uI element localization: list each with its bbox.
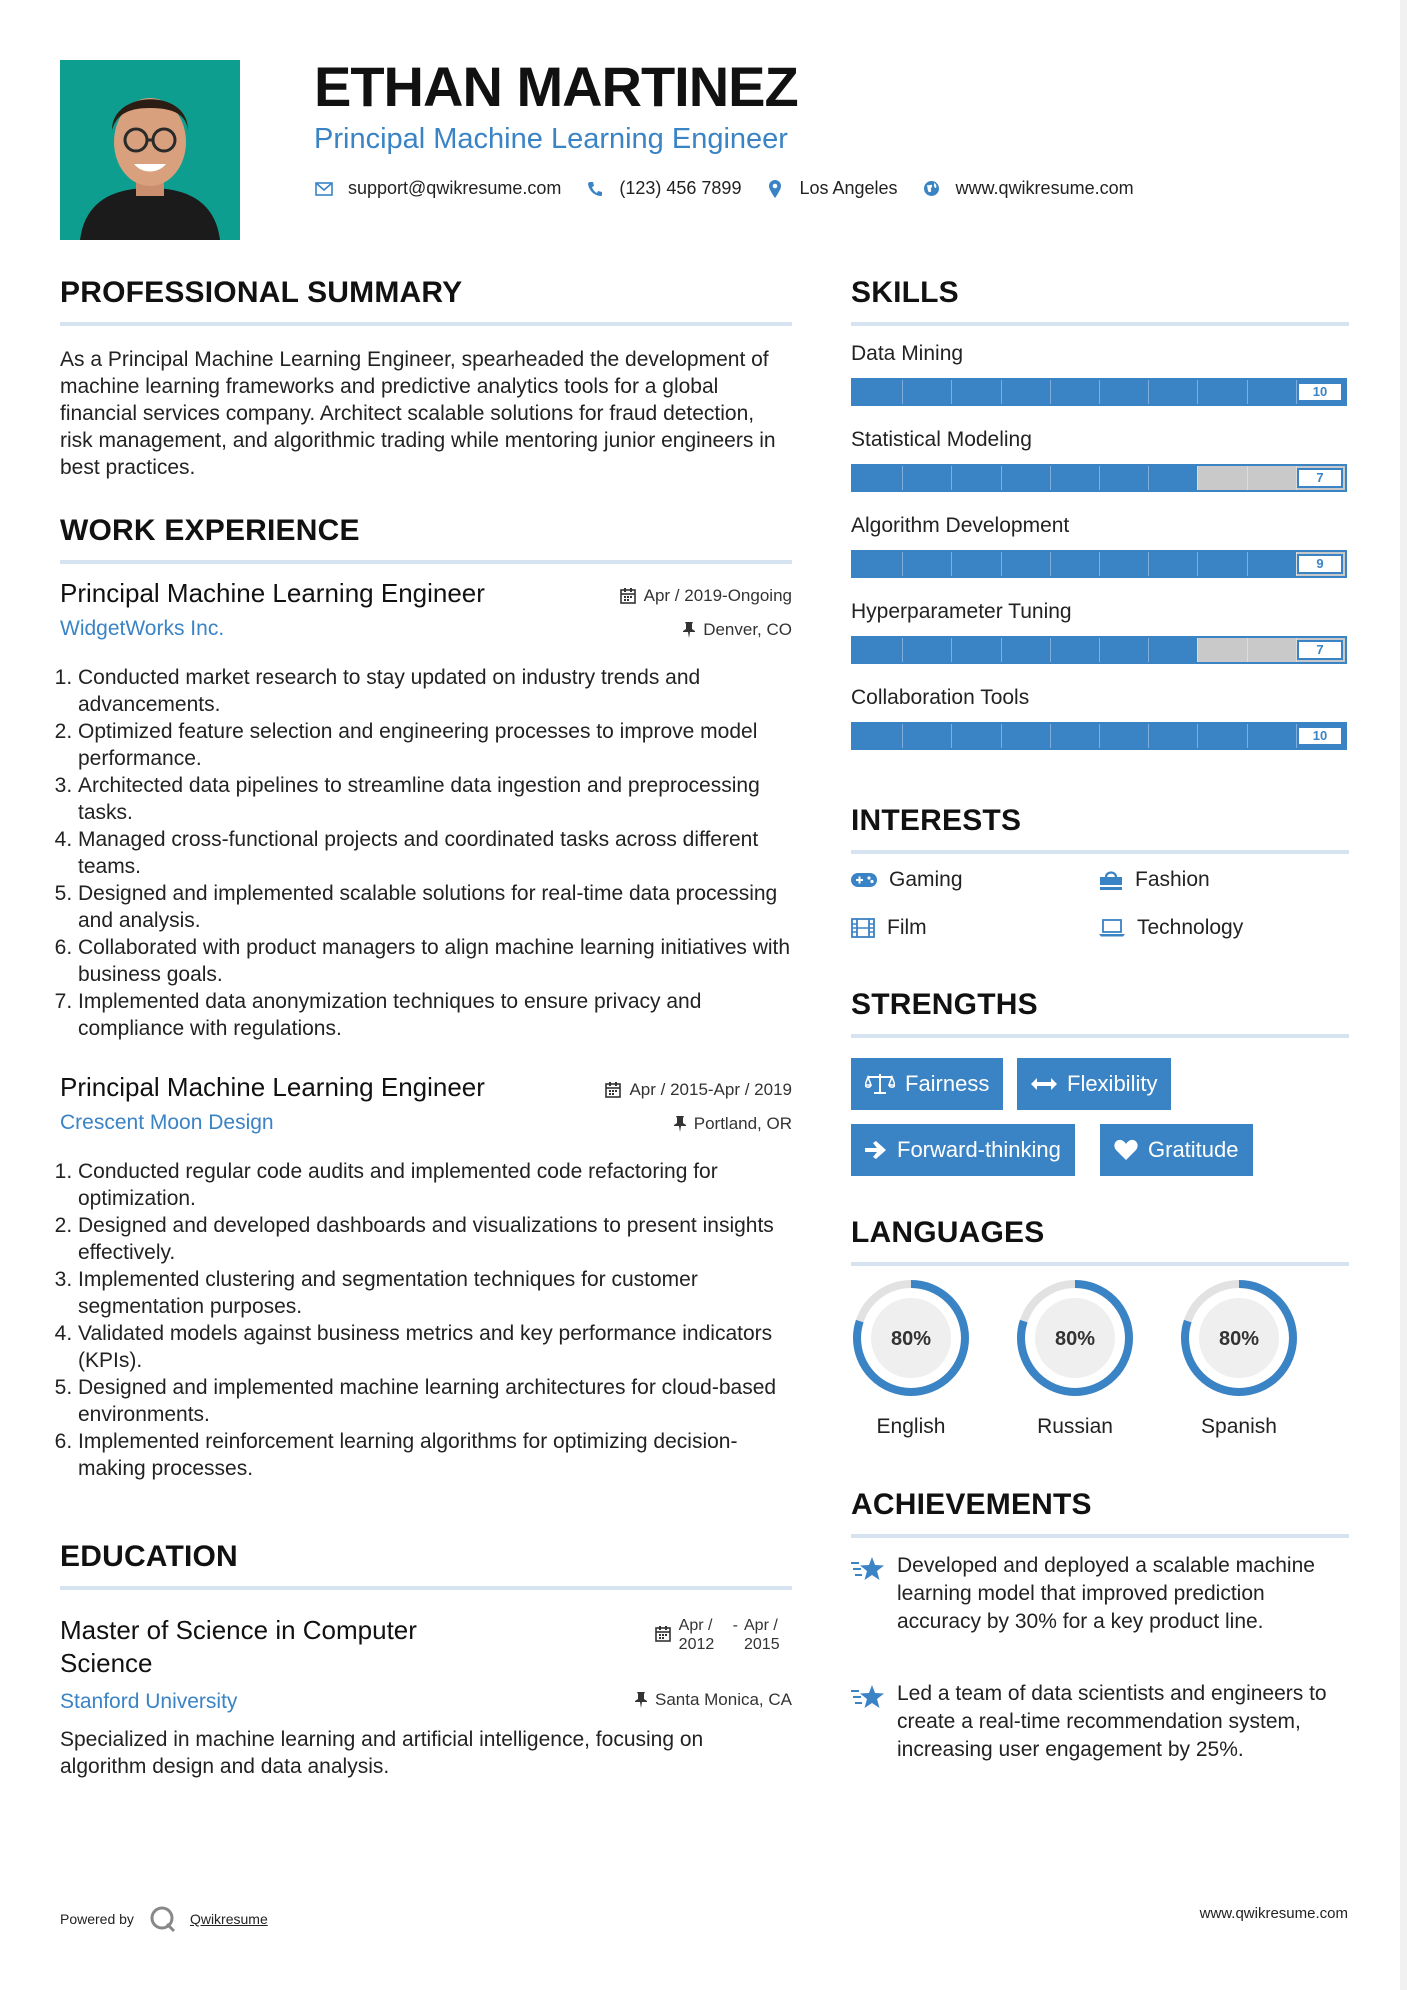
achievement-item — [851, 1552, 1347, 1636]
skill-bar-segment — [902, 552, 903, 576]
shooting-star-icon — [851, 1554, 885, 1584]
language-name: Russian — [1037, 1415, 1113, 1438]
skill-bar-segment — [1247, 724, 1248, 748]
skill-bar-segment — [1001, 724, 1002, 748]
shooting-star-icon — [851, 1682, 885, 1712]
language-item — [851, 1278, 971, 1439]
skill-item — [851, 600, 1349, 686]
task-list — [60, 1158, 792, 1482]
interests-section — [851, 804, 1349, 954]
shopping-bag-icon — [1099, 869, 1123, 891]
gamepad-icon — [851, 872, 877, 888]
skill-level-badge: 10 — [1297, 726, 1343, 746]
phone-icon — [585, 179, 605, 199]
summary-section — [60, 276, 792, 481]
balance-scale-icon — [865, 1073, 895, 1095]
section-divider — [851, 1534, 1349, 1538]
contact-bar — [314, 178, 1158, 199]
skill-bar-segment — [902, 724, 903, 748]
job-dates-text: Apr / 2015-Apr / 2019 — [629, 1080, 792, 1099]
skill-level-badge: 9 — [1297, 554, 1343, 574]
degree-title: Master of Science in Computer Science — [60, 1615, 417, 1678]
calendar-icon — [605, 1082, 621, 1098]
job-dates-text: Apr / 2019-Ongoing — [643, 586, 792, 605]
strength-label: Flexibility — [1067, 1071, 1158, 1096]
skill-bar-fill — [853, 638, 1197, 662]
job-location — [683, 620, 792, 640]
section-divider — [60, 1586, 792, 1590]
skill-item — [851, 342, 1349, 428]
skill-bar-segment — [902, 638, 903, 662]
skill-bar-segment — [1197, 552, 1198, 576]
website-link[interactable]: www.qwikresume.com — [955, 178, 1134, 198]
company-name: Crescent Moon Design — [60, 1111, 274, 1134]
education-location — [635, 1690, 792, 1710]
section-heading: ACHIEVEMENTS — [851, 1488, 1092, 1521]
section-heading: LANGUAGES — [851, 1216, 1045, 1249]
skill-bar-segment — [1197, 724, 1198, 748]
section-heading: SKILLS — [851, 276, 959, 309]
skill-label: Statistical Modeling — [851, 428, 1032, 451]
section-divider — [851, 322, 1349, 326]
list-item: 3. Implemented clustering and segmentation techniques for customer segmentation purposes. — [78, 1266, 792, 1320]
skill-bar-segment — [1099, 724, 1100, 748]
skill-label: Collaboration Tools — [851, 686, 1030, 709]
education-description: Specialized in machine learning and artificial intelligence, focusing on algorithm design and data analysis. — [60, 1728, 704, 1778]
section-heading: PROFESSIONAL SUMMARY — [60, 276, 463, 309]
skill-bar-fill — [853, 552, 1296, 576]
language-ring — [851, 1278, 971, 1398]
skill-bar-segment — [1050, 552, 1051, 576]
list-item: 7. Implemented data anonymization techniques to ensure privacy and compliance with regulations. — [78, 988, 792, 1042]
envelope-icon — [314, 179, 334, 199]
skill-bar-segment — [1148, 466, 1149, 490]
location-text: Los Angeles — [799, 178, 898, 198]
qwikresume-logo-icon — [148, 1904, 178, 1934]
skill-bar-segment — [1001, 638, 1002, 662]
skills-list — [851, 342, 1349, 772]
skill-bar-segment — [1197, 638, 1198, 662]
skill-bar-segment — [1001, 552, 1002, 576]
list-item: 5. Designed and implemented machine learning architectures for cloud-based environments. — [78, 1374, 792, 1428]
pushpin-icon — [683, 622, 695, 638]
arrows-horizontal-icon — [1031, 1077, 1057, 1091]
job-dates — [605, 1080, 792, 1100]
skill-bar-segment — [1247, 466, 1248, 490]
job-entry — [60, 1072, 792, 1482]
calendar-icon — [620, 588, 636, 604]
skill-item — [851, 514, 1349, 600]
achievements-section — [851, 1488, 1349, 1808]
skill-level-badge: 10 — [1297, 382, 1343, 402]
skill-bar-segment — [951, 638, 952, 662]
section-divider — [851, 1262, 1349, 1266]
skill-bar-segment — [1099, 380, 1100, 404]
achievement-text: Developed and deployed a scalable machine learning model that improved prediction accuracy by 30% for a key product line. — [897, 1554, 1315, 1633]
job-dates — [620, 586, 792, 606]
education-end: Apr / 2015 — [744, 1617, 780, 1653]
heart-icon — [1114, 1139, 1138, 1161]
skill-bar-segment — [902, 466, 903, 490]
strength-label: Fairness — [905, 1071, 990, 1096]
skill-bar-segment — [902, 380, 903, 404]
map-marker-icon — [765, 179, 785, 199]
powered-by-text: Powered by — [60, 1911, 134, 1927]
footer-url[interactable]: www.qwikresume.com — [1199, 1905, 1348, 1922]
section-heading: EDUCATION — [60, 1540, 238, 1573]
list-item: 4. Validated models against business metrics and key performance indicators (KPIs). — [78, 1320, 792, 1374]
skill-bar-segment — [1148, 552, 1149, 576]
email-link[interactable]: support@qwikresume.com — [348, 178, 562, 198]
strength-tag — [851, 1058, 1003, 1110]
skill-bar-segment — [1247, 638, 1248, 662]
skill-bar-segment — [951, 724, 952, 748]
film-icon — [851, 918, 875, 938]
strength-tag — [851, 1124, 1075, 1176]
interest-item — [1099, 868, 1210, 892]
skill-bar-segment — [1001, 466, 1002, 490]
strengths-section — [851, 988, 1349, 1184]
section-divider — [60, 322, 792, 326]
experience-section — [60, 514, 792, 564]
skill-item — [851, 428, 1349, 514]
skill-label: Algorithm Development — [851, 514, 1070, 537]
interest-item — [851, 868, 963, 892]
strength-label: Gratitude — [1148, 1137, 1239, 1162]
list-item: 2. Optimized feature selection and engineering processes to improve model performance. — [78, 718, 792, 772]
list-item: 6. Collaborated with product managers to align machine learning initiatives with business goals. — [78, 934, 792, 988]
list-item: 1. Conducted regular code audits and implemented code refactoring for optimization. — [78, 1158, 792, 1212]
skill-bar-segment — [951, 466, 952, 490]
skill-bar-segment — [951, 552, 952, 576]
language-ring — [1015, 1278, 1135, 1398]
skill-label: Data Mining — [851, 342, 964, 365]
section-heading: STRENGTHS — [851, 988, 1038, 1021]
skill-bar-segment — [1050, 380, 1051, 404]
skill-bar-segment — [1197, 466, 1198, 490]
strength-tag — [1017, 1058, 1171, 1110]
achievement-item — [851, 1680, 1347, 1764]
list-item: 1. Conducted market research to stay updated on industry trends and advancements. — [78, 664, 792, 718]
skill-bar — [851, 722, 1347, 750]
skill-label: Hyperparameter Tuning — [851, 600, 1072, 623]
skill-bar-segment — [1247, 380, 1248, 404]
skill-bar-segment — [1247, 552, 1248, 576]
skill-bar-segment — [1050, 466, 1051, 490]
job-location-text: Denver, CO — [703, 620, 792, 639]
skill-item — [851, 686, 1349, 772]
education-location-text: Santa Monica, CA — [654, 1690, 792, 1709]
list-item: 6. Implemented reinforcement learning algorithms for optimizing decision-making processes. — [78, 1428, 792, 1482]
candidate-name: ETHAN MARTINEZ — [314, 55, 798, 118]
phone-number[interactable]: (123) 456 7899 — [619, 178, 742, 198]
interest-label: Technology — [1137, 916, 1244, 939]
skill-bar-segment — [1197, 380, 1198, 404]
skill-bar-segment — [1099, 552, 1100, 576]
candidate-title: Principal Machine Learning Engineer — [314, 123, 788, 155]
pushpin-icon — [635, 1692, 647, 1708]
date-separator: - — [732, 1617, 738, 1634]
language-ring — [1179, 1278, 1299, 1398]
skill-bar-segment — [1050, 638, 1051, 662]
section-divider — [851, 850, 1349, 854]
list-item: 3. Architected data pipelines to streamline data ingestion and preprocessing tasks. — [78, 772, 792, 826]
strength-tag — [1100, 1124, 1253, 1176]
footer-powered-by — [60, 1904, 268, 1934]
summary-text: As a Principal Machine Learning Engineer, spearheaded the development of machine learning frameworks and predictive analytics tools for a global financial services company. Architect scalable solutions for fraud detection, risk management, and algorithmic trading while mentoring junior engineers in best practices. — [60, 348, 776, 479]
section-divider — [851, 1034, 1349, 1038]
school-name: Stanford University — [60, 1690, 238, 1713]
skill-bar-segment — [1148, 638, 1149, 662]
calendar-icon — [655, 1626, 671, 1642]
interest-label: Gaming — [889, 868, 963, 891]
skill-bar — [851, 464, 1347, 492]
language-item — [1179, 1278, 1299, 1439]
job-location — [674, 1114, 792, 1134]
list-item: 2. Designed and developed dashboards and visualizations to present insights effectively. — [78, 1212, 792, 1266]
skill-level-badge: 7 — [1297, 468, 1343, 488]
skill-bar-segment — [1001, 380, 1002, 404]
list-item: 5. Designed and implemented scalable solutions for real-time data processing and analysis. — [78, 880, 792, 934]
strength-label: Forward-thinking — [897, 1137, 1061, 1162]
skill-level-badge: 7 — [1297, 640, 1343, 660]
skill-bar-segment — [1148, 724, 1149, 748]
interest-label: Fashion — [1135, 868, 1210, 891]
language-percent: 80% — [1054, 1328, 1096, 1350]
pushpin-icon — [674, 1116, 686, 1132]
language-name: Spanish — [1201, 1415, 1277, 1438]
interest-item — [851, 916, 927, 940]
job-location-text: Portland, OR — [693, 1114, 792, 1133]
skill-bar — [851, 550, 1347, 578]
interest-item — [1099, 916, 1243, 940]
language-name: English — [876, 1415, 946, 1438]
education-start: Apr / 2012 — [678, 1617, 715, 1653]
task-list — [60, 664, 792, 1042]
section-heading: INTERESTS — [851, 804, 1022, 837]
skill-bar — [851, 636, 1347, 664]
skill-bar-fill — [853, 466, 1197, 490]
education-section — [60, 1540, 792, 1780]
skill-bar-segment — [1099, 638, 1100, 662]
skills-section — [851, 276, 1349, 772]
education-dates — [655, 1616, 792, 1654]
job-title: Principal Machine Learning Engineer — [60, 578, 485, 608]
language-item — [1015, 1278, 1135, 1439]
language-percent: 80% — [890, 1328, 932, 1350]
language-percent: 80% — [1218, 1328, 1260, 1350]
languages-section — [851, 1216, 1349, 1456]
job-entry — [60, 578, 792, 1042]
company-name: WidgetWorks Inc. — [60, 617, 225, 640]
skill-bar-segment — [1050, 724, 1051, 748]
skill-bar-segment — [1148, 380, 1149, 404]
arrow-right-icon — [865, 1140, 887, 1160]
interest-label: Film — [887, 916, 927, 939]
section-divider — [60, 560, 792, 564]
profile-photo — [60, 60, 240, 240]
laptop-icon — [1099, 919, 1125, 937]
job-title: Principal Machine Learning Engineer — [60, 1072, 485, 1102]
achievement-text: Led a team of data scientists and engineers to create a real-time recommendation system, increasing user engagement by 25%. — [897, 1682, 1327, 1761]
skill-bar — [851, 378, 1347, 406]
globe-icon — [922, 179, 942, 199]
list-item: 4. Managed cross-functional projects and coordinated tasks across different teams. — [78, 826, 792, 880]
skill-bar-segment — [951, 380, 952, 404]
skill-bar-segment — [1099, 466, 1100, 490]
brand-link[interactable]: Qwikresume — [189, 1911, 268, 1927]
section-heading: WORK EXPERIENCE — [60, 514, 360, 547]
